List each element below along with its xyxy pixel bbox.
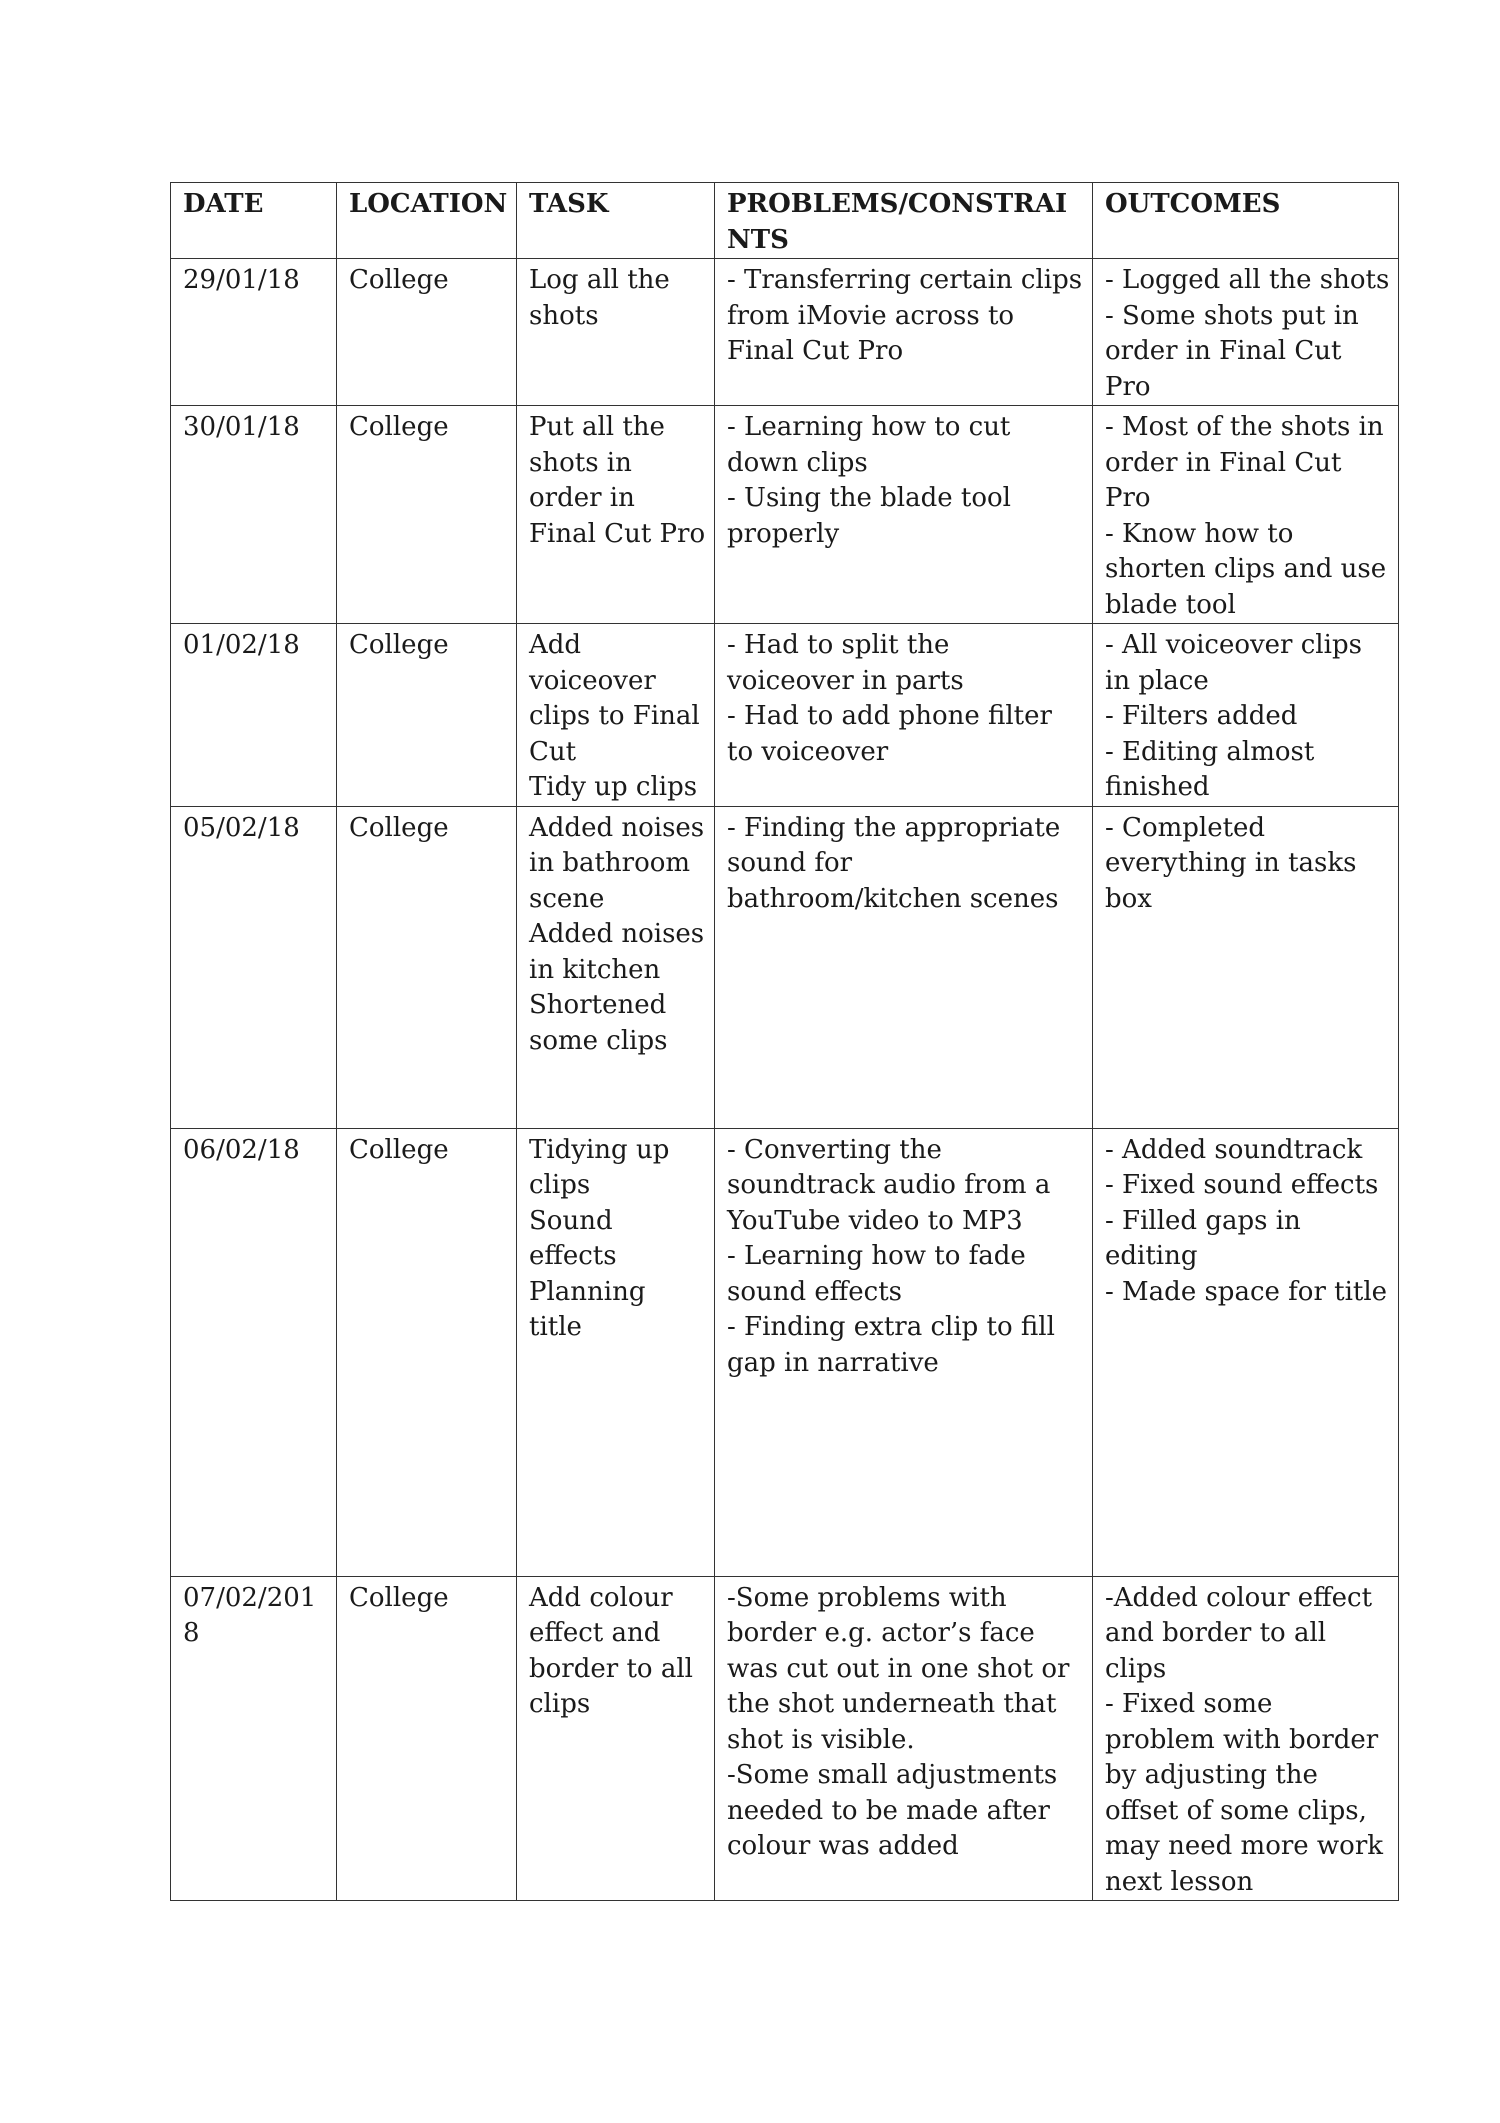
table-row bbox=[171, 1576, 1399, 1901]
cell-task: Add colour effect and border to all clips bbox=[517, 1576, 715, 1901]
header-problems: PROBLEMS/CONSTRAINTS bbox=[715, 183, 1093, 259]
cell-problems: -Some problems with border e.g. actor’s face was cut out in one shot or the shot underneath that shot is visible. -Some small adjustments needed to be made after colour was added bbox=[715, 1576, 1093, 1901]
cell-date: 05/02/18 bbox=[171, 806, 337, 1128]
cell-location: College bbox=[337, 806, 517, 1128]
cell-date: 30/01/18 bbox=[171, 406, 337, 624]
cell-location: College bbox=[337, 624, 517, 807]
cell-task: Log all the shots bbox=[517, 259, 715, 406]
cell-date: 06/02/18 bbox=[171, 1128, 337, 1576]
table-row bbox=[171, 624, 1399, 807]
cell-problems: - Learning how to cut down clips - Using the blade tool properly bbox=[715, 406, 1093, 624]
cell-task: Add voiceover clips to Final Cut Tidy up clips bbox=[517, 624, 715, 807]
header-location: LOCATION bbox=[337, 183, 517, 259]
cell-outcomes: - Most of the shots in order in Final Cut Pro - Know how to shorten clips and use blade tool bbox=[1093, 406, 1399, 624]
cell-problems: - Finding the appropriate sound for bathroom/kitchen scenes bbox=[715, 806, 1093, 1128]
cell-task: Tidying up clips Sound effects Planning title bbox=[517, 1128, 715, 1576]
cell-problems: - Converting the soundtrack audio from a YouTube video to MP3 - Learning how to fade sound effects - Finding extra clip to fill gap in narrative bbox=[715, 1128, 1093, 1576]
table-row bbox=[171, 406, 1399, 624]
cell-location: College bbox=[337, 1576, 517, 1901]
cell-problems: - Transferring certain clips from iMovie across to Final Cut Pro bbox=[715, 259, 1093, 406]
cell-task: Added noises in bathroom scene Added noises in kitchen Shortened some clips bbox=[517, 806, 715, 1128]
header-outcomes: OUTCOMES bbox=[1093, 183, 1399, 259]
cell-location: College bbox=[337, 406, 517, 624]
cell-outcomes: - Completed everything in tasks box bbox=[1093, 806, 1399, 1128]
table-row bbox=[171, 259, 1399, 406]
cell-outcomes: - Logged all the shots - Some shots put in order in Final Cut Pro bbox=[1093, 259, 1399, 406]
cell-location: College bbox=[337, 259, 517, 406]
production-log-table bbox=[170, 182, 1399, 1901]
table-row bbox=[171, 806, 1399, 1128]
cell-outcomes: - Added soundtrack - Fixed sound effects - Filled gaps in editing - Made space for title bbox=[1093, 1128, 1399, 1576]
table-header-row bbox=[171, 183, 1399, 259]
header-date: DATE bbox=[171, 183, 337, 259]
cell-outcomes: - All voiceover clips in place - Filters added - Editing almost finished bbox=[1093, 624, 1399, 807]
cell-date: 29/01/18 bbox=[171, 259, 337, 406]
cell-task: Put all the shots in order in Final Cut Pro bbox=[517, 406, 715, 624]
cell-outcomes: -Added colour effect and border to all clips - Fixed some problem with border by adjusting the offset of some clips, may need more work next lesson bbox=[1093, 1576, 1399, 1901]
cell-date: 07/02/2018 bbox=[171, 1576, 337, 1901]
cell-date: 01/02/18 bbox=[171, 624, 337, 807]
table-row bbox=[171, 1128, 1399, 1576]
cell-problems: - Had to split the voiceover in parts - Had to add phone filter to voiceover bbox=[715, 624, 1093, 807]
cell-location: College bbox=[337, 1128, 517, 1576]
header-task: TASK bbox=[517, 183, 715, 259]
